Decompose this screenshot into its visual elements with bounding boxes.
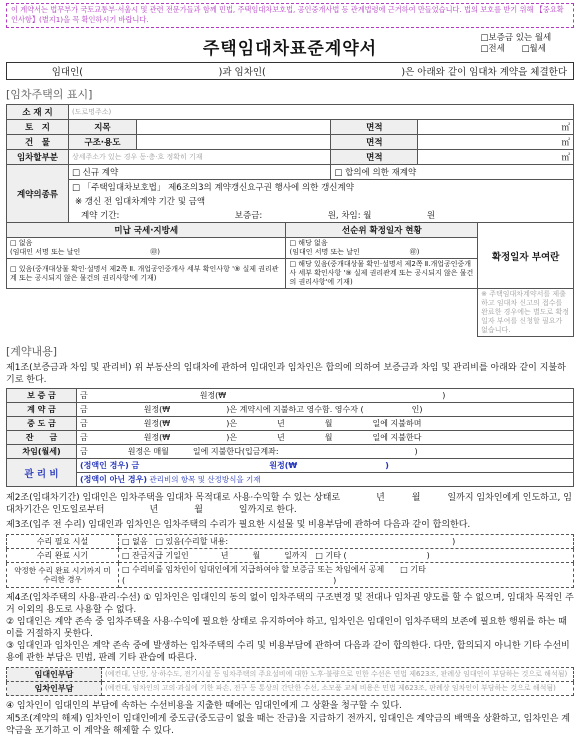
lease-area-input[interactable] <box>418 150 574 165</box>
none-sign-text-2: (임대인 서명 또는 날인 <box>289 248 360 256</box>
article-4-3: ③ 임대인과 임차인은 계약 존속 중에 발생하는 임차주택의 수리 및 비용부담에 관하여 다음과 같이 합의한다. 다만, 합의되지 아니한 기타 수선비용에 관한 부담은 민법, 판례 기타 관습에 따른다. <box>6 641 570 663</box>
unit-text: ㎡ <box>561 153 570 163</box>
building-structure-input[interactable] <box>136 135 331 150</box>
landlord-burden-label: 임대인부담 <box>7 668 102 682</box>
repair-needed-label: 수리 필요 시설 <box>7 535 119 549</box>
land-area-input[interactable] <box>418 120 574 135</box>
interim-payment-label: 중 도 금 <box>7 417 77 431</box>
table-row <box>7 563 574 588</box>
table-row <box>7 194 574 208</box>
land-area-label: 면적 <box>331 120 418 135</box>
table-row <box>7 459 574 473</box>
table-row <box>7 389 574 403</box>
unpaid-tax-label: 미납 국세·지방세 <box>7 223 286 238</box>
unit-text: ㎡ <box>561 123 570 133</box>
checkbox-deposit-monthly[interactable]: □보증금 있는 월세 <box>480 33 552 43</box>
building-area-label: 면적 <box>331 135 418 150</box>
property-section-header: [임차주택의 표시] <box>6 88 93 101</box>
mgmt-other-field[interactable] <box>77 473 574 487</box>
lease-area-label: 면적 <box>331 150 418 165</box>
title-row <box>6 30 574 62</box>
new-contract-checkbox[interactable]: □ 신규 계약 <box>68 165 330 180</box>
none-sign-text: (임대인 서명 또는 날인 <box>10 248 81 256</box>
deposit-label: 보 증 금 <box>7 389 77 403</box>
seal-text-2: ㊞) <box>409 248 420 256</box>
won-text-2: 원 <box>426 211 436 221</box>
building-area-input[interactable] <box>418 135 574 150</box>
lease-part-input[interactable]: 상세주소가 있는 경우 동·층·호 정확히 기재 <box>68 150 330 165</box>
notice-box <box>6 3 574 28</box>
table-row <box>7 223 574 238</box>
repair-unfinished-field[interactable]: □ 수리비를 임차인이 임대인에게 지급하여야 할 보증금 또는 차임에서 공제 □ 기타( ) <box>119 563 574 588</box>
party-line-end: )은 아래와 같이 임대차 계약을 체결한다 <box>401 67 567 78</box>
agreed-renewal-checkbox[interactable]: □ 합의에 의한 재계약 <box>331 165 574 180</box>
spacer-cell <box>7 289 478 337</box>
renewal-note: ※ 갱신 전 임대차계약 기간 및 금액 <box>68 194 573 208</box>
mgmt-fee-label: 관 리 비 <box>7 459 77 487</box>
won-text: 원, <box>327 211 339 221</box>
payment-table <box>6 388 574 487</box>
table-row <box>7 417 574 431</box>
contract-type-checkboxes <box>480 33 560 55</box>
deposit-field[interactable]: 금 원정(₩ ) <box>77 389 574 403</box>
land-label: 토 지 <box>7 120 69 135</box>
contract-type-label: 계약의종류 <box>7 165 69 223</box>
table-row <box>7 180 574 195</box>
prev-period-label: 계약 기간: <box>80 211 120 221</box>
fixed-date-label: 확정일자 부여란 <box>478 223 574 289</box>
lease-part-label: 임차할부분 <box>7 150 69 165</box>
renewal-claim-checkbox[interactable]: □ 「주택임대차보호법」 제6조의3의 계약갱신요구권 행사에 의한 갱신계약 <box>68 180 573 195</box>
mgmt-fixed-field[interactable] <box>77 459 574 473</box>
table-row <box>7 445 574 459</box>
article-5: 제5조(계약의 해제) 임차인이 임대인에게 중도금(중도금이 없을 때는 잔금)을 지급하기 전까지, 임대인은 계약금의 배액을 상환하고, 임차인은 계약금을 포기하고 이 계약을 해제할 수 있다. <box>6 714 570 736</box>
balance-label: 잔 금 <box>7 431 77 445</box>
table-row <box>7 289 574 337</box>
tenant-label: )과 임차인( <box>218 67 266 78</box>
priority-applicable[interactable]: □ 해당 있음(중개대상물 확인·설명서 제2쪽 Ⅱ.개업공인중개사 세부 확인사항 '⑨ 실제 권리관계 또는 공시되지 않은 물건의 권리사항'에 기재) <box>286 259 478 289</box>
property-table <box>6 104 574 337</box>
repair-complete-field[interactable]: □ 잔금지급 기일인 년 월 일까지 □ 기타 ( ) <box>119 549 574 563</box>
party-line <box>6 62 574 80</box>
fixed-date-note: ※ 주택임대차계약서를 제출하고 임대차 신고의 접수를 완료한 경우에는 별도로 확정일자 부여를 신청할 필요가 없습니다. <box>478 289 574 337</box>
mgmt-other-tail: 관리비의 항목 및 산정방식을 기재 <box>149 475 261 484</box>
table-row <box>7 431 574 445</box>
table-row <box>7 135 574 150</box>
location-label: 소 재 지 <box>7 105 69 120</box>
notice-text: 이 계약서는 법무부가 국토교통부·서울시 및 관련 전문가들과 함께 민법, 주택임대차보호법, 공인중개사법 등 관계법령에 근거하여 만들었습니다. 법의 보호를 받기 위해 【중요확인사항】(별지1)을 꼭 확인하시기 바랍니다. <box>11 5 564 24</box>
interim-payment-field[interactable]: 금 원정(₩ )은 년 월 일에 지불하며 <box>77 417 574 431</box>
not-applicable-checkbox: □ 해당 없음 <box>289 239 328 247</box>
table-row <box>7 150 574 165</box>
table-row <box>7 120 574 135</box>
none-sign-line-2 <box>289 248 474 257</box>
tenant-burden-field[interactable]: (예컨대, 임차인의 고의·과실에 기한 파손, 전구 등 통상의 간단한 수선, 소모품 교체 비용은 민법 제623조, 판례상 임차인이 부담하는 것으로 해석됨) <box>102 682 574 696</box>
checkbox-jeonse[interactable]: □전세 <box>480 44 505 54</box>
monthly-rent-field[interactable]: 금 원정은 매월 일에 지불한다(입금계좌: ) <box>77 445 574 459</box>
article-4-4: ④ 임차인이 임대인의 부담에 속하는 수선비용을 지출한 때에는 임대인에게 그 상환을 청구할 수 있다. <box>6 701 402 711</box>
mgmt-fixed-tail: 원정(₩ ) <box>269 461 389 470</box>
table-row <box>7 549 574 563</box>
article-2: 제2조(임대차기간) 임대인은 임차주택을 임대차 목적대로 사용·수익할 수 있는 상태로 년 월 일까지 임차인에게 인도하고, 임대차기간은 인도일로부터 년 월 일까지로 한다. <box>6 493 572 515</box>
burden-table <box>6 667 574 696</box>
mgmt-fixed-label: (정액인 경우) 금 <box>80 461 140 470</box>
landlord-burden-field[interactable]: (예컨대, 난방, 상·하수도, 전기시설 등 임차주택의 주요설비에 대한 노후·불량으로 인한 수선은 민법 제623조, 판례상 임대인이 부담하는 것으로 해석됨) <box>102 668 574 682</box>
none-checkbox: □ 없음 <box>10 239 33 247</box>
checkbox-pair <box>480 44 560 55</box>
table-row <box>7 403 574 417</box>
checkbox-monthly[interactable]: □월세 <box>521 44 546 54</box>
contract-section-header: [계약내용] <box>6 345 58 358</box>
prev-rent-label: 차임: 월 <box>341 211 372 221</box>
article-1: 제1조(보증금과 차임 및 관리비) 위 부동산의 임대차에 관하여 임대인과 임차인은 합의에 의하여 보증금과 차임 및 관리비를 아래와 같이 지불하기로 한다. <box>6 363 566 385</box>
table-row <box>7 105 574 120</box>
table-row <box>7 473 574 487</box>
priority-none[interactable] <box>286 238 478 259</box>
article-4-1: 제4조(임차주택의 사용·관리·수선) ① 임차인은 임대인의 동의 없이 임차주택의 구조변경 및 전대나 임차권 양도를 할 수 없으며, 임대차 목적인 주거 이외의 용도로 사용할 수 없다. <box>6 593 574 615</box>
building-structure-label: 구조·용도 <box>68 135 136 150</box>
unit-text: ㎡ <box>561 138 570 148</box>
land-category-input[interactable] <box>136 120 331 135</box>
mgmt-other-label: (정액이 아닌 경우) <box>80 475 147 484</box>
repair-table <box>6 534 574 588</box>
repair-complete-label: 수리 완료 시기 <box>7 549 119 563</box>
repair-unfinished-label: 약정한 수리 완료 시기까지 미 수리한 경우 <box>7 563 119 588</box>
location-input[interactable]: (도로명주소) <box>68 105 573 120</box>
building-label: 건 물 <box>7 135 69 150</box>
table-row <box>7 535 574 549</box>
table-row <box>7 208 574 223</box>
monthly-rent-label: 차임(월세) <box>7 445 77 459</box>
down-payment-label: 계 약 금 <box>7 403 77 417</box>
table-row <box>7 668 574 682</box>
article-4-2: ② 임대인은 계약 존속 중 임차주택을 사용·수익에 필요한 상태로 유지하여야 하고, 임차인은 임대인이 임차주택의 보존에 필요한 행위를 하는 때 이를 거절하지 못한다. <box>6 617 567 639</box>
prev-deposit-label: 보증금: <box>234 211 263 221</box>
table-row <box>7 682 574 696</box>
none-sign-line <box>10 248 282 257</box>
table-row <box>7 165 574 180</box>
tenant-burden-label: 임차인부담 <box>7 682 102 696</box>
article-3: 제3조(입주 전 수리) 임대인과 임차인은 임차주택의 수리가 필요한 시설물 및 비용부담에 관하여 다음과 같이 합의한다. <box>6 520 471 530</box>
unpaid-tax-none[interactable] <box>7 238 286 259</box>
down-payment-field[interactable]: 금 원정(₩ )은 계약시에 지불하고 영수함. 영수자 ( 인) <box>77 403 574 417</box>
seal-text: ㊞) <box>150 248 160 256</box>
priority-date-label: 선순위 확정일자 현황 <box>286 223 478 238</box>
prev-contract-line <box>68 208 573 223</box>
unpaid-tax-exists[interactable]: □ 있음(중개대상물 확인·설명서 제2쪽 Ⅱ. 개업공인중개사 세부 확인사항 '⑨ 실제 권리관계 또는 공시되지 않은 물건의 권리사항'에 기재) <box>7 259 286 289</box>
land-category-label: 지목 <box>68 120 136 135</box>
repair-needed-field[interactable]: □ 없음 □ 있음(수리할 내용: ) <box>119 535 574 549</box>
balance-field[interactable]: 금 원정(₩ )은 년 월 일에 지불한다 <box>77 431 574 445</box>
landlord-label: 임대인( <box>51 67 83 78</box>
page-title: 주택임대차표준계약서 <box>202 39 378 59</box>
